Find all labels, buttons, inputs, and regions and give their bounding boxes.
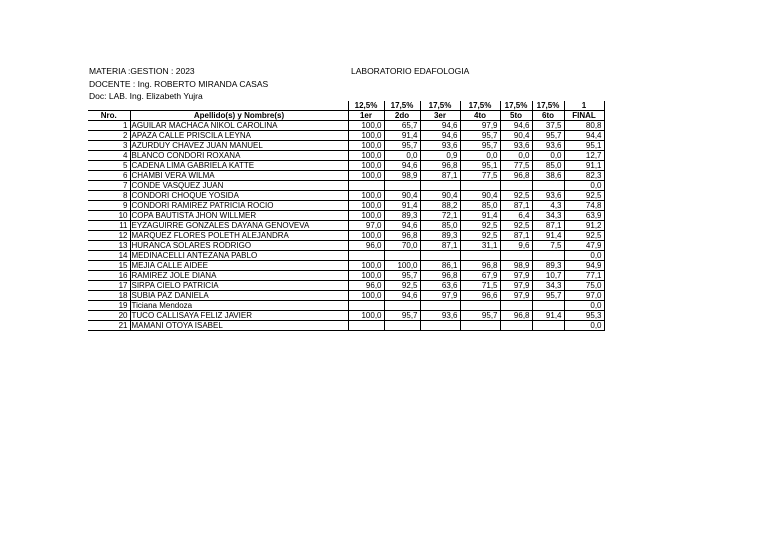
row-number: 15 bbox=[88, 261, 130, 271]
header-5to: 5to bbox=[500, 111, 532, 121]
student-name: MARQUEZ FLORES POLETH ALEJANDRA bbox=[130, 231, 348, 241]
grade-4to: 92,5 bbox=[460, 221, 500, 231]
grade-1er: 100,0 bbox=[348, 151, 384, 161]
table-row bbox=[88, 141, 604, 151]
grade-final: 0,0 bbox=[564, 301, 604, 311]
header-1er: 1er bbox=[348, 111, 384, 121]
table-row bbox=[88, 211, 604, 221]
table-row bbox=[88, 191, 604, 201]
row-number: 16 bbox=[88, 271, 130, 281]
grade-6to: 37,5 bbox=[532, 121, 564, 131]
table-row bbox=[88, 231, 604, 241]
grade-6to: 0,0 bbox=[532, 151, 564, 161]
grade-1er: 100,0 bbox=[348, 171, 384, 181]
grade-1er: 96,0 bbox=[348, 281, 384, 291]
grade-5to: 92,5 bbox=[500, 221, 532, 231]
table-row bbox=[88, 221, 604, 231]
row-number: 6 bbox=[88, 171, 130, 181]
grade-1er bbox=[348, 251, 384, 261]
grade-final: 47,9 bbox=[564, 241, 604, 251]
grade-3er: 97,9 bbox=[420, 291, 460, 301]
grade-final: 97,0 bbox=[564, 291, 604, 301]
grade-6to: 93,6 bbox=[532, 191, 564, 201]
grade-5to: 93,6 bbox=[500, 141, 532, 151]
grade-final: 80,8 bbox=[564, 121, 604, 131]
grade-2do: 100,0 bbox=[384, 261, 420, 271]
grade-final: 75,0 bbox=[564, 281, 604, 291]
weights-row bbox=[88, 101, 604, 111]
grade-5to bbox=[500, 251, 532, 261]
grade-6to: 87,1 bbox=[532, 221, 564, 231]
row-number: 9 bbox=[88, 201, 130, 211]
grade-6to: 93,6 bbox=[532, 141, 564, 151]
grade-2do bbox=[384, 251, 420, 261]
row-number: 10 bbox=[88, 211, 130, 221]
grade-5to: 96,8 bbox=[500, 311, 532, 321]
grade-4to: 91,4 bbox=[460, 211, 500, 221]
grade-3er: 94,6 bbox=[420, 121, 460, 131]
row-number: 4 bbox=[88, 151, 130, 161]
row-number: 1 bbox=[88, 121, 130, 131]
grade-1er: 100,0 bbox=[348, 141, 384, 151]
table-row bbox=[88, 171, 604, 181]
grade-6to: 10,7 bbox=[532, 271, 564, 281]
row-number: 21 bbox=[88, 321, 130, 331]
grade-2do: 92,5 bbox=[384, 281, 420, 291]
grade-4to: 95,1 bbox=[460, 161, 500, 171]
grade-5to: 77,5 bbox=[500, 161, 532, 171]
grade-2do: 94,6 bbox=[384, 161, 420, 171]
grade-1er: 100,0 bbox=[348, 231, 384, 241]
table-row bbox=[88, 161, 604, 171]
grade-4to: 96,6 bbox=[460, 291, 500, 301]
grade-6to: 91,4 bbox=[532, 311, 564, 321]
grade-6to: 89,3 bbox=[532, 261, 564, 271]
student-name: BLANCO CONDORI ROXANA bbox=[130, 151, 348, 161]
grade-6to bbox=[532, 321, 564, 331]
row-number: 14 bbox=[88, 251, 130, 261]
grade-1er: 100,0 bbox=[348, 291, 384, 301]
grade-final: 0,0 bbox=[564, 181, 604, 191]
table-row bbox=[88, 281, 604, 291]
grade-4to bbox=[460, 321, 500, 331]
grade-2do: 89,3 bbox=[384, 211, 420, 221]
grade-2do: 65,7 bbox=[384, 121, 420, 131]
grade-6to: 38,6 bbox=[532, 171, 564, 181]
header-nro: Nro. bbox=[88, 111, 130, 121]
grade-5to bbox=[500, 321, 532, 331]
grade-3er: 85,0 bbox=[420, 221, 460, 231]
grade-5to: 90,4 bbox=[500, 131, 532, 141]
row-number: 12 bbox=[88, 231, 130, 241]
grade-3er: 96,8 bbox=[420, 271, 460, 281]
grade-3er: 88,2 bbox=[420, 201, 460, 211]
grade-4to bbox=[460, 301, 500, 311]
grade-4to: 71,5 bbox=[460, 281, 500, 291]
header-final: FINAL bbox=[564, 111, 604, 121]
grade-final: 0,0 bbox=[564, 251, 604, 261]
grade-final: 0,0 bbox=[564, 321, 604, 331]
grade-3er: 87,1 bbox=[420, 241, 460, 251]
grade-6to: 34,3 bbox=[532, 281, 564, 291]
row-number: 19 bbox=[88, 301, 130, 311]
grade-5to: 87,1 bbox=[500, 201, 532, 211]
table-row bbox=[88, 271, 604, 281]
grade-2do: 95,7 bbox=[384, 271, 420, 281]
grade-5to: 97,9 bbox=[500, 271, 532, 281]
grade-final: 82,3 bbox=[564, 171, 604, 181]
grade-4to: 92,5 bbox=[460, 231, 500, 241]
header-3er: 3er bbox=[420, 111, 460, 121]
student-name: AGUILAR MACHACA NIKOL CAROLINA bbox=[130, 121, 348, 131]
grade-final: 12,7 bbox=[564, 151, 604, 161]
grade-4to: 96,8 bbox=[460, 261, 500, 271]
grade-6to: 85,0 bbox=[532, 161, 564, 171]
grade-3er: 89,3 bbox=[420, 231, 460, 241]
laboratorio-title: LABORATORIO EDAFOLOGIA bbox=[351, 66, 470, 76]
grade-1er: 100,0 bbox=[348, 261, 384, 271]
grade-3er: 96,8 bbox=[420, 161, 460, 171]
weights-blank bbox=[88, 101, 130, 111]
grade-2do: 91,4 bbox=[384, 131, 420, 141]
student-name: SIRPA CIELO PATRICIA bbox=[130, 281, 348, 291]
table-row bbox=[88, 151, 604, 161]
grade-1er: 100,0 bbox=[348, 201, 384, 211]
grade-final: 91,1 bbox=[564, 161, 604, 171]
grade-1er: 100,0 bbox=[348, 311, 384, 321]
table-row bbox=[88, 241, 604, 251]
grade-3er bbox=[420, 181, 460, 191]
grade-5to: 6,4 bbox=[500, 211, 532, 221]
table-row bbox=[88, 201, 604, 211]
grade-2do: 98,9 bbox=[384, 171, 420, 181]
grade-final: 95,1 bbox=[564, 141, 604, 151]
grade-4to: 31,1 bbox=[460, 241, 500, 251]
grade-1er: 96,0 bbox=[348, 241, 384, 251]
grade-6to: 7,5 bbox=[532, 241, 564, 251]
student-name: CADENA LIMA GABRIELA KATTE bbox=[130, 161, 348, 171]
grade-5to: 94,6 bbox=[500, 121, 532, 131]
grade-4to: 90,4 bbox=[460, 191, 500, 201]
grade-4to: 95,7 bbox=[460, 141, 500, 151]
grade-final: 91,2 bbox=[564, 221, 604, 231]
grade-2do: 95,7 bbox=[384, 141, 420, 151]
grade-5to bbox=[500, 181, 532, 191]
grade-3er: 93,6 bbox=[420, 311, 460, 321]
table-row bbox=[88, 311, 604, 321]
grade-1er bbox=[348, 321, 384, 331]
column-header-row bbox=[88, 111, 604, 121]
grade-final: 94,4 bbox=[564, 131, 604, 141]
student-name: CONDE VASQUEZ JUAN bbox=[130, 181, 348, 191]
grade-4to bbox=[460, 251, 500, 261]
row-number: 2 bbox=[88, 131, 130, 141]
grade-1er: 100,0 bbox=[348, 131, 384, 141]
grade-5to bbox=[500, 301, 532, 311]
grade-3er bbox=[420, 321, 460, 331]
grade-6to: 4,3 bbox=[532, 201, 564, 211]
grade-1er: 100,0 bbox=[348, 271, 384, 281]
grade-2do bbox=[384, 301, 420, 311]
grade-6to: 34,3 bbox=[532, 211, 564, 221]
grade-5to: 96,8 bbox=[500, 171, 532, 181]
row-number: 11 bbox=[88, 221, 130, 231]
weight-final: 1 bbox=[564, 101, 604, 111]
table-row bbox=[88, 181, 604, 191]
weights-blank bbox=[130, 101, 348, 111]
grade-3er: 86,1 bbox=[420, 261, 460, 271]
grade-2do: 94,6 bbox=[384, 221, 420, 231]
grade-2do: 0,0 bbox=[384, 151, 420, 161]
grade-5to: 97,9 bbox=[500, 281, 532, 291]
grade-final: 92,5 bbox=[564, 231, 604, 241]
student-name: MEJIA CALLE AIDEE bbox=[130, 261, 348, 271]
grade-1er: 100,0 bbox=[348, 211, 384, 221]
grade-2do bbox=[384, 181, 420, 191]
student-name: RAMIREZ JOLE DIANA bbox=[130, 271, 348, 281]
weight-2do: 17,5% bbox=[384, 101, 420, 111]
student-name: COPA BAUTISTA JHON WILLMER bbox=[130, 211, 348, 221]
weight-5to: 17,5% bbox=[500, 101, 532, 111]
grade-5to: 97,9 bbox=[500, 291, 532, 301]
grade-1er bbox=[348, 181, 384, 191]
header-4to: 4to bbox=[460, 111, 500, 121]
grade-final: 94,9 bbox=[564, 261, 604, 271]
grade-2do: 91,4 bbox=[384, 201, 420, 211]
grade-2do: 70,0 bbox=[384, 241, 420, 251]
grade-5to: 92,5 bbox=[500, 191, 532, 201]
table-row bbox=[88, 251, 604, 261]
row-number: 7 bbox=[88, 181, 130, 191]
docente-line: DOCENTE : Ing. ROBERTO MIRANDA CASAS bbox=[89, 79, 269, 89]
student-name: EYZAGUIRRE GONZALES DAYANA GENOVEVA bbox=[130, 221, 348, 231]
grade-4to: 95,7 bbox=[460, 131, 500, 141]
grade-6to: 91,4 bbox=[532, 231, 564, 241]
row-number: 20 bbox=[88, 311, 130, 321]
table-row bbox=[88, 131, 604, 141]
header-name: Apellido(s) y Nombre(s) bbox=[130, 111, 348, 121]
grades-table bbox=[88, 101, 605, 331]
table-row bbox=[88, 301, 604, 311]
student-name: APAZA CALLE PRISCILA LEYNA bbox=[130, 131, 348, 141]
grade-6to: 95,7 bbox=[532, 131, 564, 141]
grade-2do: 90,4 bbox=[384, 191, 420, 201]
grade-3er bbox=[420, 251, 460, 261]
weight-1er: 12,5% bbox=[348, 101, 384, 111]
student-name: MEDINACELLI ANTEZANA PABLO bbox=[130, 251, 348, 261]
grade-final: 95,3 bbox=[564, 311, 604, 321]
grade-4to: 67,9 bbox=[460, 271, 500, 281]
grade-final: 63,9 bbox=[564, 211, 604, 221]
materia-line: MATERIA :GESTION : 2023 bbox=[89, 66, 195, 76]
header-2do: 2do bbox=[384, 111, 420, 121]
row-number: 18 bbox=[88, 291, 130, 301]
grade-1er: 97,0 bbox=[348, 221, 384, 231]
grade-4to: 0,0 bbox=[460, 151, 500, 161]
row-number: 5 bbox=[88, 161, 130, 171]
grade-1er: 100,0 bbox=[348, 161, 384, 171]
grade-4to bbox=[460, 181, 500, 191]
table-row bbox=[88, 261, 604, 271]
table-row bbox=[88, 291, 604, 301]
grade-2do: 96,8 bbox=[384, 231, 420, 241]
grade-4to: 95,7 bbox=[460, 311, 500, 321]
grade-4to: 97,9 bbox=[460, 121, 500, 131]
grade-final: 74,8 bbox=[564, 201, 604, 211]
grade-1er: 100,0 bbox=[348, 121, 384, 131]
grade-6to bbox=[532, 251, 564, 261]
student-name: AZURDUY CHAVEZ JUAN MANUEL bbox=[130, 141, 348, 151]
grade-3er: 72,1 bbox=[420, 211, 460, 221]
student-name: CONDORI RAMIREZ PATRICIA ROCIO bbox=[130, 201, 348, 211]
grade-3er: 63,6 bbox=[420, 281, 460, 291]
grade-3er: 93,6 bbox=[420, 141, 460, 151]
weight-6to: 17,5% bbox=[532, 101, 564, 111]
grade-1er bbox=[348, 301, 384, 311]
table-row bbox=[88, 121, 604, 131]
weight-4to: 17,5% bbox=[460, 101, 500, 111]
grade-2do bbox=[384, 321, 420, 331]
weight-3er: 17,5% bbox=[420, 101, 460, 111]
row-number: 8 bbox=[88, 191, 130, 201]
grade-3er bbox=[420, 301, 460, 311]
table-row bbox=[88, 321, 604, 331]
student-name: CONDORI CHOQUE YOSIDA bbox=[130, 191, 348, 201]
doc-lab-line: Doc: LAB. Ing. Elizabeth Yujra bbox=[89, 91, 203, 101]
grade-5to: 87,1 bbox=[500, 231, 532, 241]
grade-2do: 94,6 bbox=[384, 291, 420, 301]
grade-6to: 95,7 bbox=[532, 291, 564, 301]
header-6to: 6to bbox=[532, 111, 564, 121]
grade-3er: 90,4 bbox=[420, 191, 460, 201]
grade-4to: 77,5 bbox=[460, 171, 500, 181]
grade-6to bbox=[532, 181, 564, 191]
grade-5to: 0,0 bbox=[500, 151, 532, 161]
grade-2do: 95,7 bbox=[384, 311, 420, 321]
grade-3er: 0,9 bbox=[420, 151, 460, 161]
grade-5to: 9,6 bbox=[500, 241, 532, 251]
student-name: MAMANI OTOYA ISABEL bbox=[130, 321, 348, 331]
grade-5to: 98,9 bbox=[500, 261, 532, 271]
grade-1er: 100,0 bbox=[348, 191, 384, 201]
grade-6to bbox=[532, 301, 564, 311]
student-name: Ticiana Mendoza bbox=[130, 301, 348, 311]
row-number: 3 bbox=[88, 141, 130, 151]
student-name: SUBIA PAZ DANIELA bbox=[130, 291, 348, 301]
grade-final: 77,1 bbox=[564, 271, 604, 281]
grade-3er: 94,6 bbox=[420, 131, 460, 141]
grade-3er: 87,1 bbox=[420, 171, 460, 181]
grade-final: 92,5 bbox=[564, 191, 604, 201]
row-number: 17 bbox=[88, 281, 130, 291]
row-number: 13 bbox=[88, 241, 130, 251]
student-name: CHAMBI VERA WILMA bbox=[130, 171, 348, 181]
grade-4to: 85,0 bbox=[460, 201, 500, 211]
student-name: TUCO CALLISAYA FELIZ JAVIER bbox=[130, 311, 348, 321]
student-name: HURANCA SOLARES RODRIGO bbox=[130, 241, 348, 251]
